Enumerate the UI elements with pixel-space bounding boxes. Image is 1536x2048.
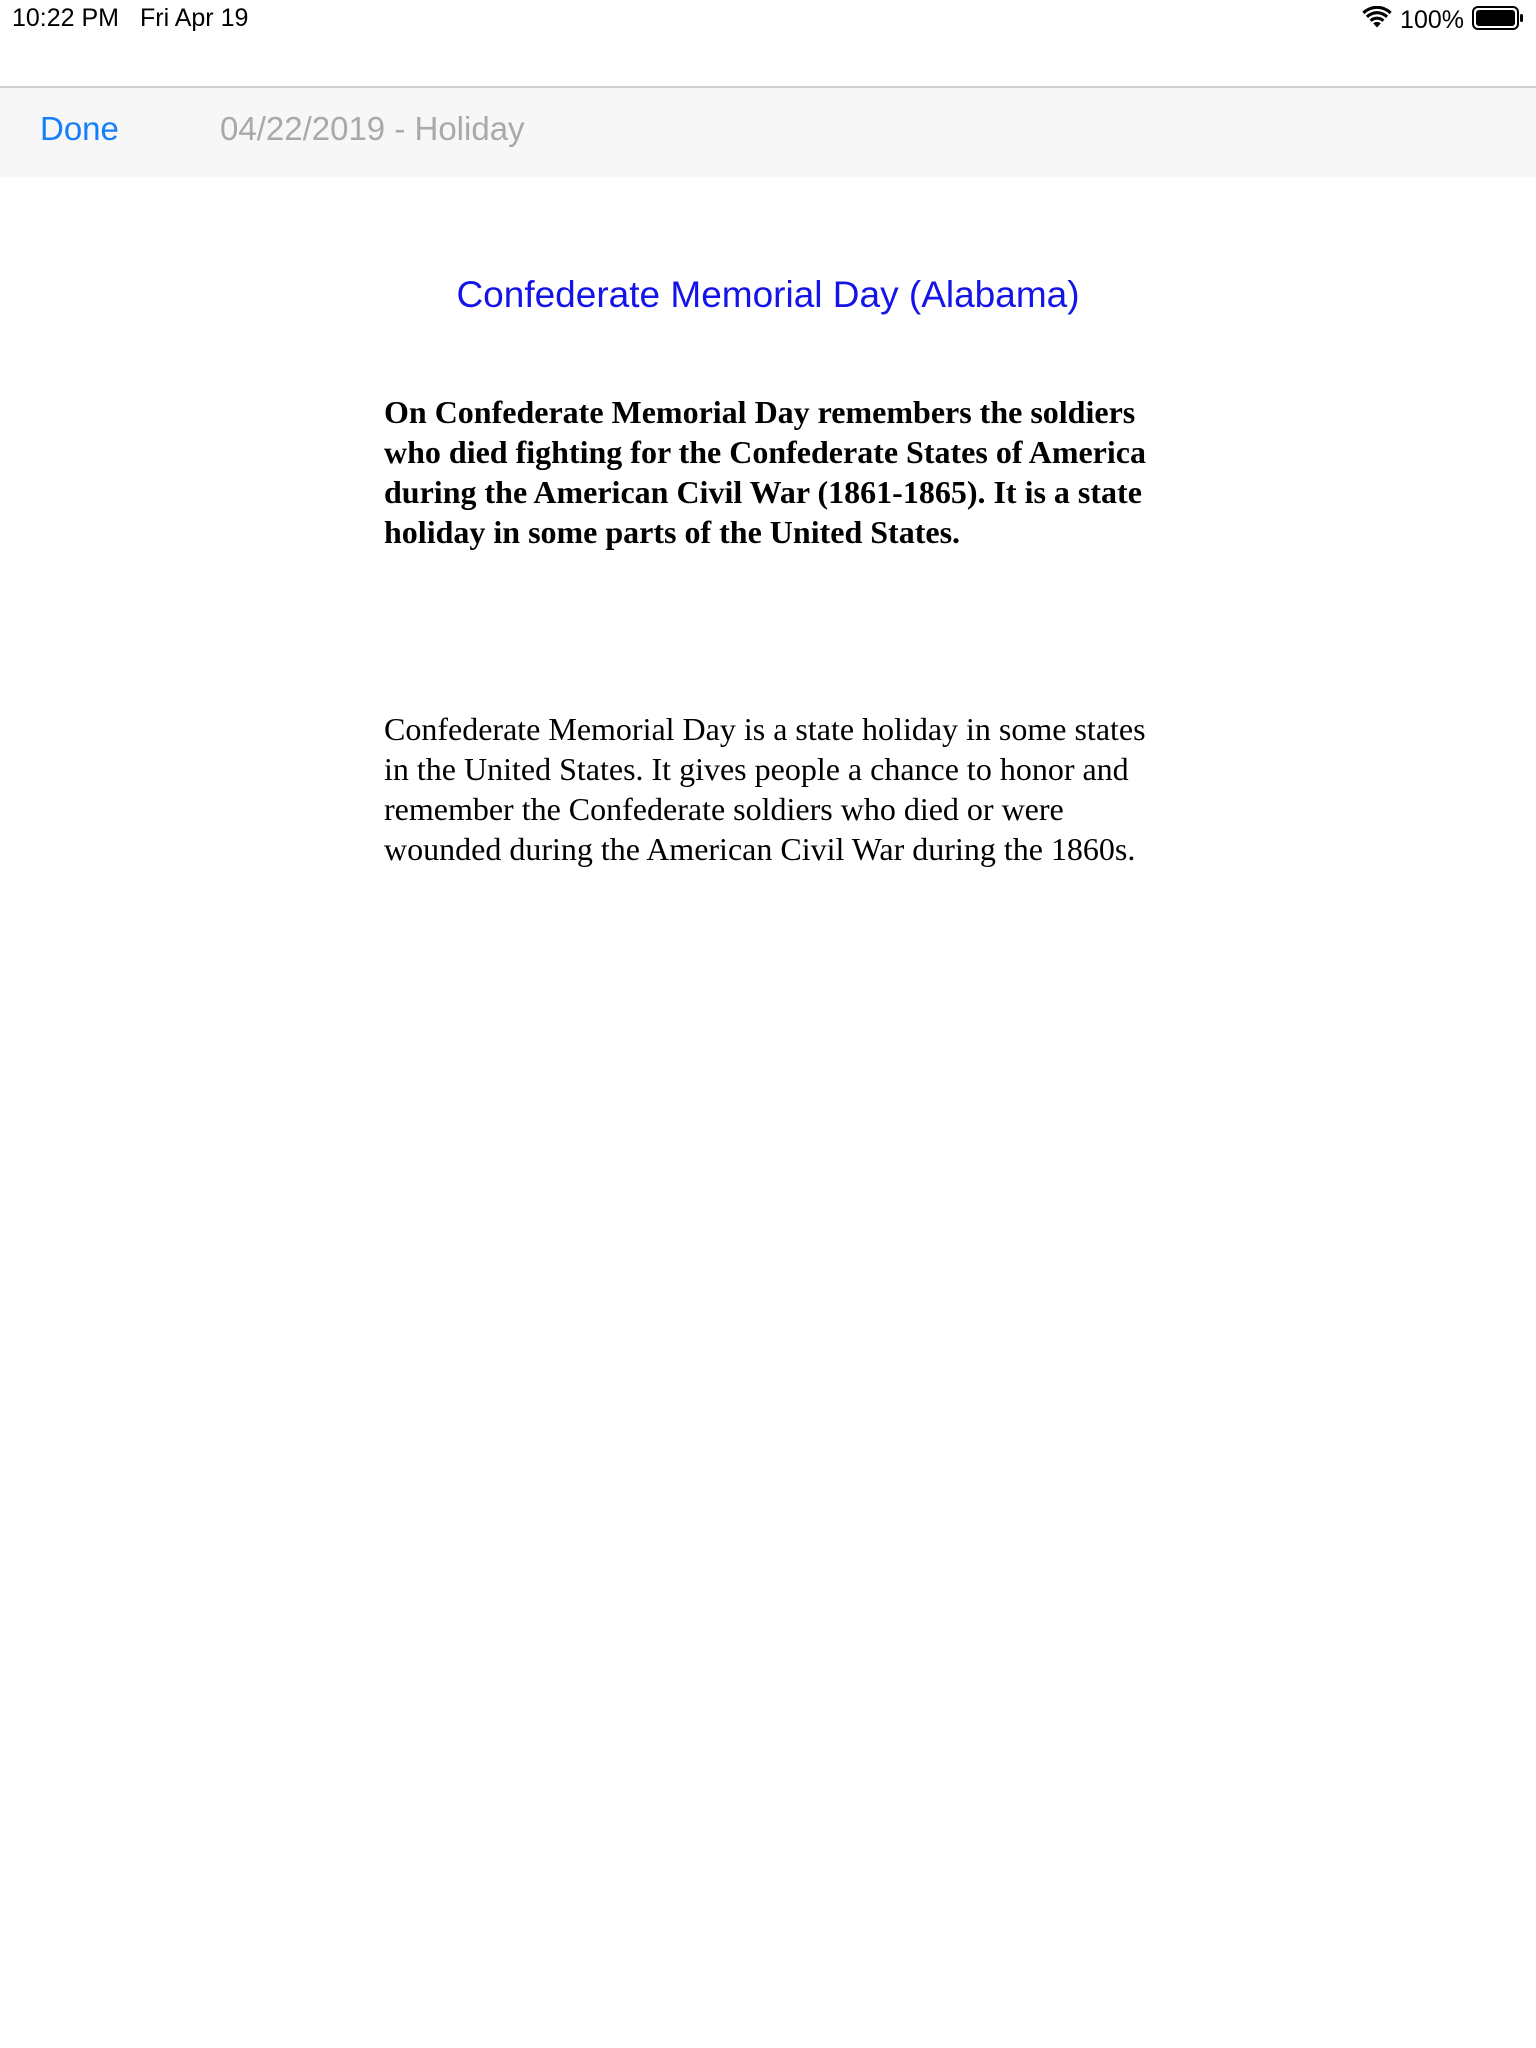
status-indicators — [1362, 4, 1524, 36]
wifi-icon — [1362, 6, 1400, 35]
navigation-bar — [0, 86, 1536, 177]
status-date: Fri Apr 19 — [140, 4, 249, 32]
holiday-description: Confederate Memorial Day is a state holiday in some states in the United States. It gives people a chance to honor and remember the Confederate soldiers who died or were wounded during the American Civil War during the 1860s. — [384, 711, 1146, 867]
status-bar — [0, 0, 1536, 40]
nav-title: 04/22/2019 - Holiday — [220, 110, 525, 147]
status-time: 10:22 PM — [12, 4, 120, 32]
holiday-summary: On Confederate Memorial Day remembers the soldiers who died fighting for the Confederate States of America during the American Civil War (1861-1865). It is a state holiday in some parts of the United States. — [384, 394, 1146, 550]
done-button[interactable]: Done — [40, 110, 119, 147]
battery-full-icon — [1472, 6, 1524, 35]
holiday-title: Confederate Memorial Day (Alabama) — [456, 274, 1080, 315]
battery-percent: 100% — [1400, 5, 1464, 34]
